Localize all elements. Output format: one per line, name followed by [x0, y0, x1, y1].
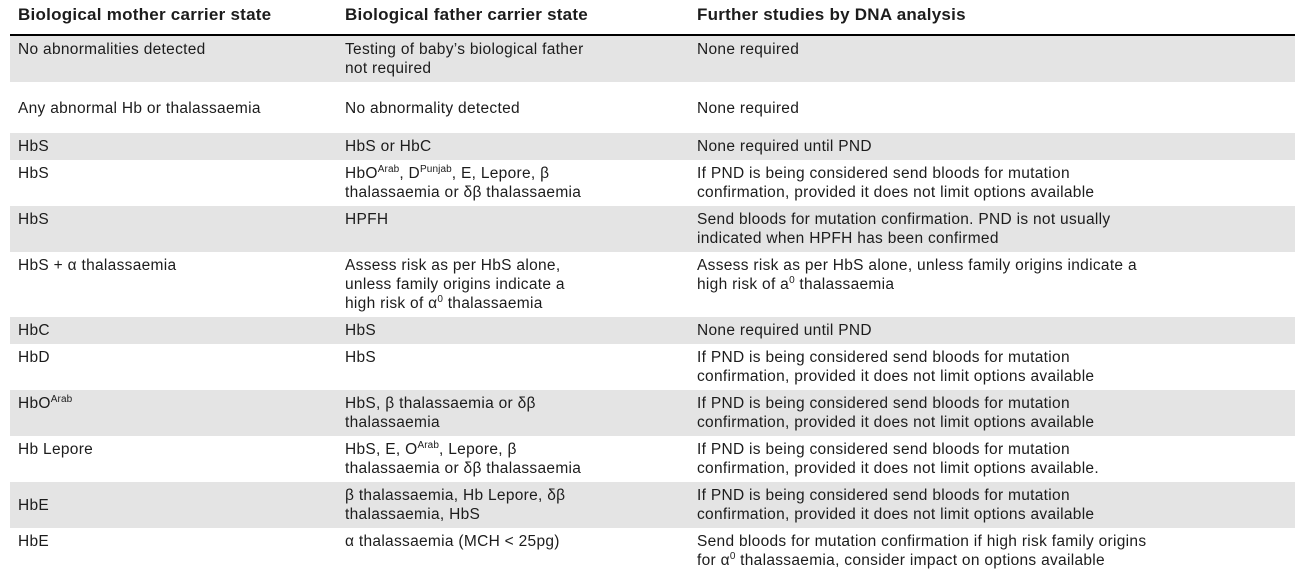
- dna-analysis-cell: Send bloods for mutation confirmation if high risk family origins for $\alpha^0$ thalassaemia, consider impact on options available: [697, 533, 1147, 569]
- carrier-state-table: [10, 2, 1295, 574]
- mother-carrier-state-cell: Any abnormal Hb or thalassaemia: [18, 100, 261, 117]
- superscript-text: 0: [437, 293, 444, 305]
- table-row: [10, 390, 1295, 436]
- mother-carrier-state-cell: HbE: [18, 496, 50, 514]
- table-row: [10, 160, 1295, 206]
- father-carrier-state-cell: α thalassaemia (MCH < 25pg): [345, 533, 560, 550]
- father-carrier-state-cell: HbS or HbC: [345, 138, 432, 155]
- table-row: [10, 252, 1295, 317]
- dna-analysis-cell: If PND is being considered send bloods for mutation confirmation, provided it does not limit options available: [697, 349, 1095, 385]
- father-carrier-state-cell: HbS: [345, 322, 377, 339]
- table-row: [10, 482, 1295, 528]
- table-row: [10, 82, 1295, 133]
- mother-carrier-state-cell: HbS: [18, 165, 50, 182]
- superscript-text: 0: [789, 274, 795, 286]
- mother-carrier-state-cell: No abnormalities detected: [18, 41, 206, 58]
- table-row: [10, 344, 1295, 390]
- dna-analysis-cell: If PND is being considered send bloods for mutation confirmation, provided it does not limit options available: [697, 165, 1095, 201]
- superscript-text: 0: [729, 550, 736, 562]
- mother-carrier-state-cell: HbC: [18, 322, 50, 339]
- dna-analysis-cell: Assess risk as per HbS alone, unless family origins indicate a high risk of $a^0$ thalassaemia: [697, 257, 1137, 293]
- dna-analysis-cell: Send bloods for mutation confirmation. PND is not usually indicated when HPFH has been confirmed: [697, 211, 1111, 247]
- mother-carrier-state-cell: HbO$^{Arab}$: [18, 393, 73, 412]
- mother-carrier-state-cell: HbE: [18, 533, 50, 550]
- table-row: [10, 206, 1295, 252]
- father-carrier-state-cell: β thalassaemia, Hb Lepore, δβ thalassaemia, HbS: [345, 487, 566, 523]
- father-carrier-state-cell: No abnormality detected: [345, 100, 520, 117]
- superscript-text: Arab: [50, 393, 73, 405]
- father-carrier-state-cell: Assess risk as per HbS alone, unless family origins indicate a high risk of $\alpha^0$ thalassaemia: [345, 257, 565, 312]
- father-carrier-state-cell: Testing of baby’s biological father not required: [345, 41, 584, 77]
- father-carrier-state-header: Biological father carrier state: [345, 5, 589, 24]
- father-carrier-state-cell: HbS, β thalassaemia or δβ thalassaemia: [345, 395, 536, 431]
- dna-analysis-header: Further studies by DNA analysis: [697, 5, 966, 24]
- dna-analysis-cell: None required: [697, 100, 800, 117]
- dna-analysis-cell: If PND is being considered send bloods for mutation confirmation, provided it does not limit options available: [697, 395, 1095, 431]
- table-body: [10, 35, 1295, 574]
- dna-analysis-cell: If PND is being considered send bloods for mutation confirmation, provided it does not limit options available.: [697, 441, 1099, 477]
- table-row: [10, 436, 1295, 482]
- mother-carrier-state-header: Biological mother carrier state: [18, 5, 272, 24]
- dna-analysis-cell: None required until PND: [697, 322, 872, 339]
- mother-carrier-state-cell: HbS: [18, 138, 50, 155]
- superscript-text: Arab: [377, 163, 400, 175]
- dna-analysis-cell: If PND is being considered send bloods for mutation confirmation, provided it does not limit options available: [697, 487, 1095, 523]
- table-row: [10, 317, 1295, 344]
- dna-analysis-cell: None required: [697, 41, 800, 58]
- table-row: [10, 133, 1295, 160]
- table-row: [10, 35, 1295, 82]
- table-row: [10, 528, 1295, 574]
- mother-carrier-state-cell: HbS + α thalassaemia: [18, 257, 177, 274]
- father-carrier-state-cell: HbS, E, $O^{Arab}$, Lepore, β thalassaemia or δβ thalassaemia: [345, 439, 582, 477]
- mother-carrier-state-cell: HbS: [18, 211, 50, 228]
- superscript-text: Arab: [417, 439, 440, 451]
- father-carrier-state-cell: HbO$^{Arab}$, $D^{Punjab}$, E, Lepore, β thalassaemia or δβ thalassaemia: [345, 163, 582, 201]
- dna-analysis-cell: None required until PND: [697, 138, 872, 155]
- father-carrier-state-cell: HbS: [345, 349, 377, 366]
- father-carrier-state-cell: HPFH: [345, 211, 389, 228]
- table-header-row: [10, 2, 1295, 35]
- superscript-text: Punjab: [420, 163, 452, 175]
- mother-carrier-state-cell: HbD: [18, 349, 50, 366]
- mother-carrier-state-cell: Hb Lepore: [18, 441, 94, 458]
